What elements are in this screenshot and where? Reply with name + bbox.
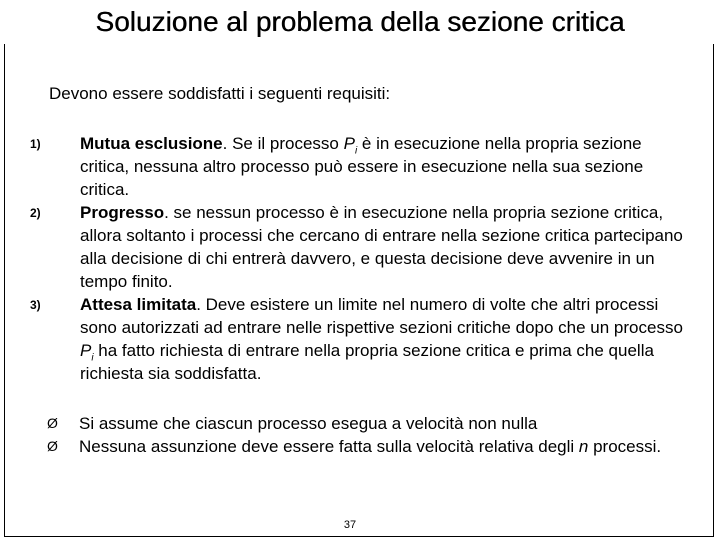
requirement-text-continued: ha fatto richiesta di entrare nella propria sezione critica e prima che quella richiesta sia soddisfatta. [80,341,654,383]
process-variable: P [343,134,355,153]
requirement-number: 1) [30,137,41,151]
assumption-text-continued: processi. [588,437,662,456]
requirement-term: Mutua esclusione [80,134,223,153]
requirement-text-continued: è in esecuzione nella propria sezione critica, nessuna altro processo può essere in esecuzione nella sua sezione critica. [80,134,644,199]
intro-text: Devono essere soddisfatti i seguenti requisiti: [49,84,391,103]
requirement-item [30,201,690,293]
assumption-item [47,412,697,435]
process-subscript: i [91,352,94,364]
process-subscript: i [354,145,358,157]
requirement-term: Progresso [80,203,165,222]
requirement-term: Attesa limitata [80,295,197,314]
requirement-text: . Se il processo [222,134,344,153]
requirement-number: 3) [30,298,41,312]
process-variable: P [80,341,92,360]
assumption-item [47,435,697,458]
assumptions-list [47,412,697,458]
requirement-text: . Deve esistere un limite nel numero di volte che altri processi sono autorizzati ad entrare nelle rispettive sezioni critiche dopo che un processo [80,295,683,337]
requirements-list [30,132,690,385]
page-number: 37 [343,519,357,531]
requirement-text: . se nessun processo è in esecuzione nella propria sezione critica, allora soltanto i processi che cercano di entrare nella sezione critica partecipano alla decisione di chi entrerà davvero, e questa decisione deve avvenire in un tempo finito. [80,203,683,291]
arrow-bullet-icon: Ø [47,415,58,431]
n-variable: n [578,437,589,456]
slide-title: Soluzione al problema della sezione critica [95,6,625,37]
assumption-text: Si assume che ciascun processo esegua a velocità non nulla [79,414,538,433]
requirement-number: 2) [30,206,41,220]
requirement-item [30,132,690,201]
arrow-bullet-icon: Ø [47,438,58,454]
requirement-item [30,293,690,385]
assumption-text: Nessuna assunzione deve essere fatta sulla velocità relativa degli [79,437,579,456]
